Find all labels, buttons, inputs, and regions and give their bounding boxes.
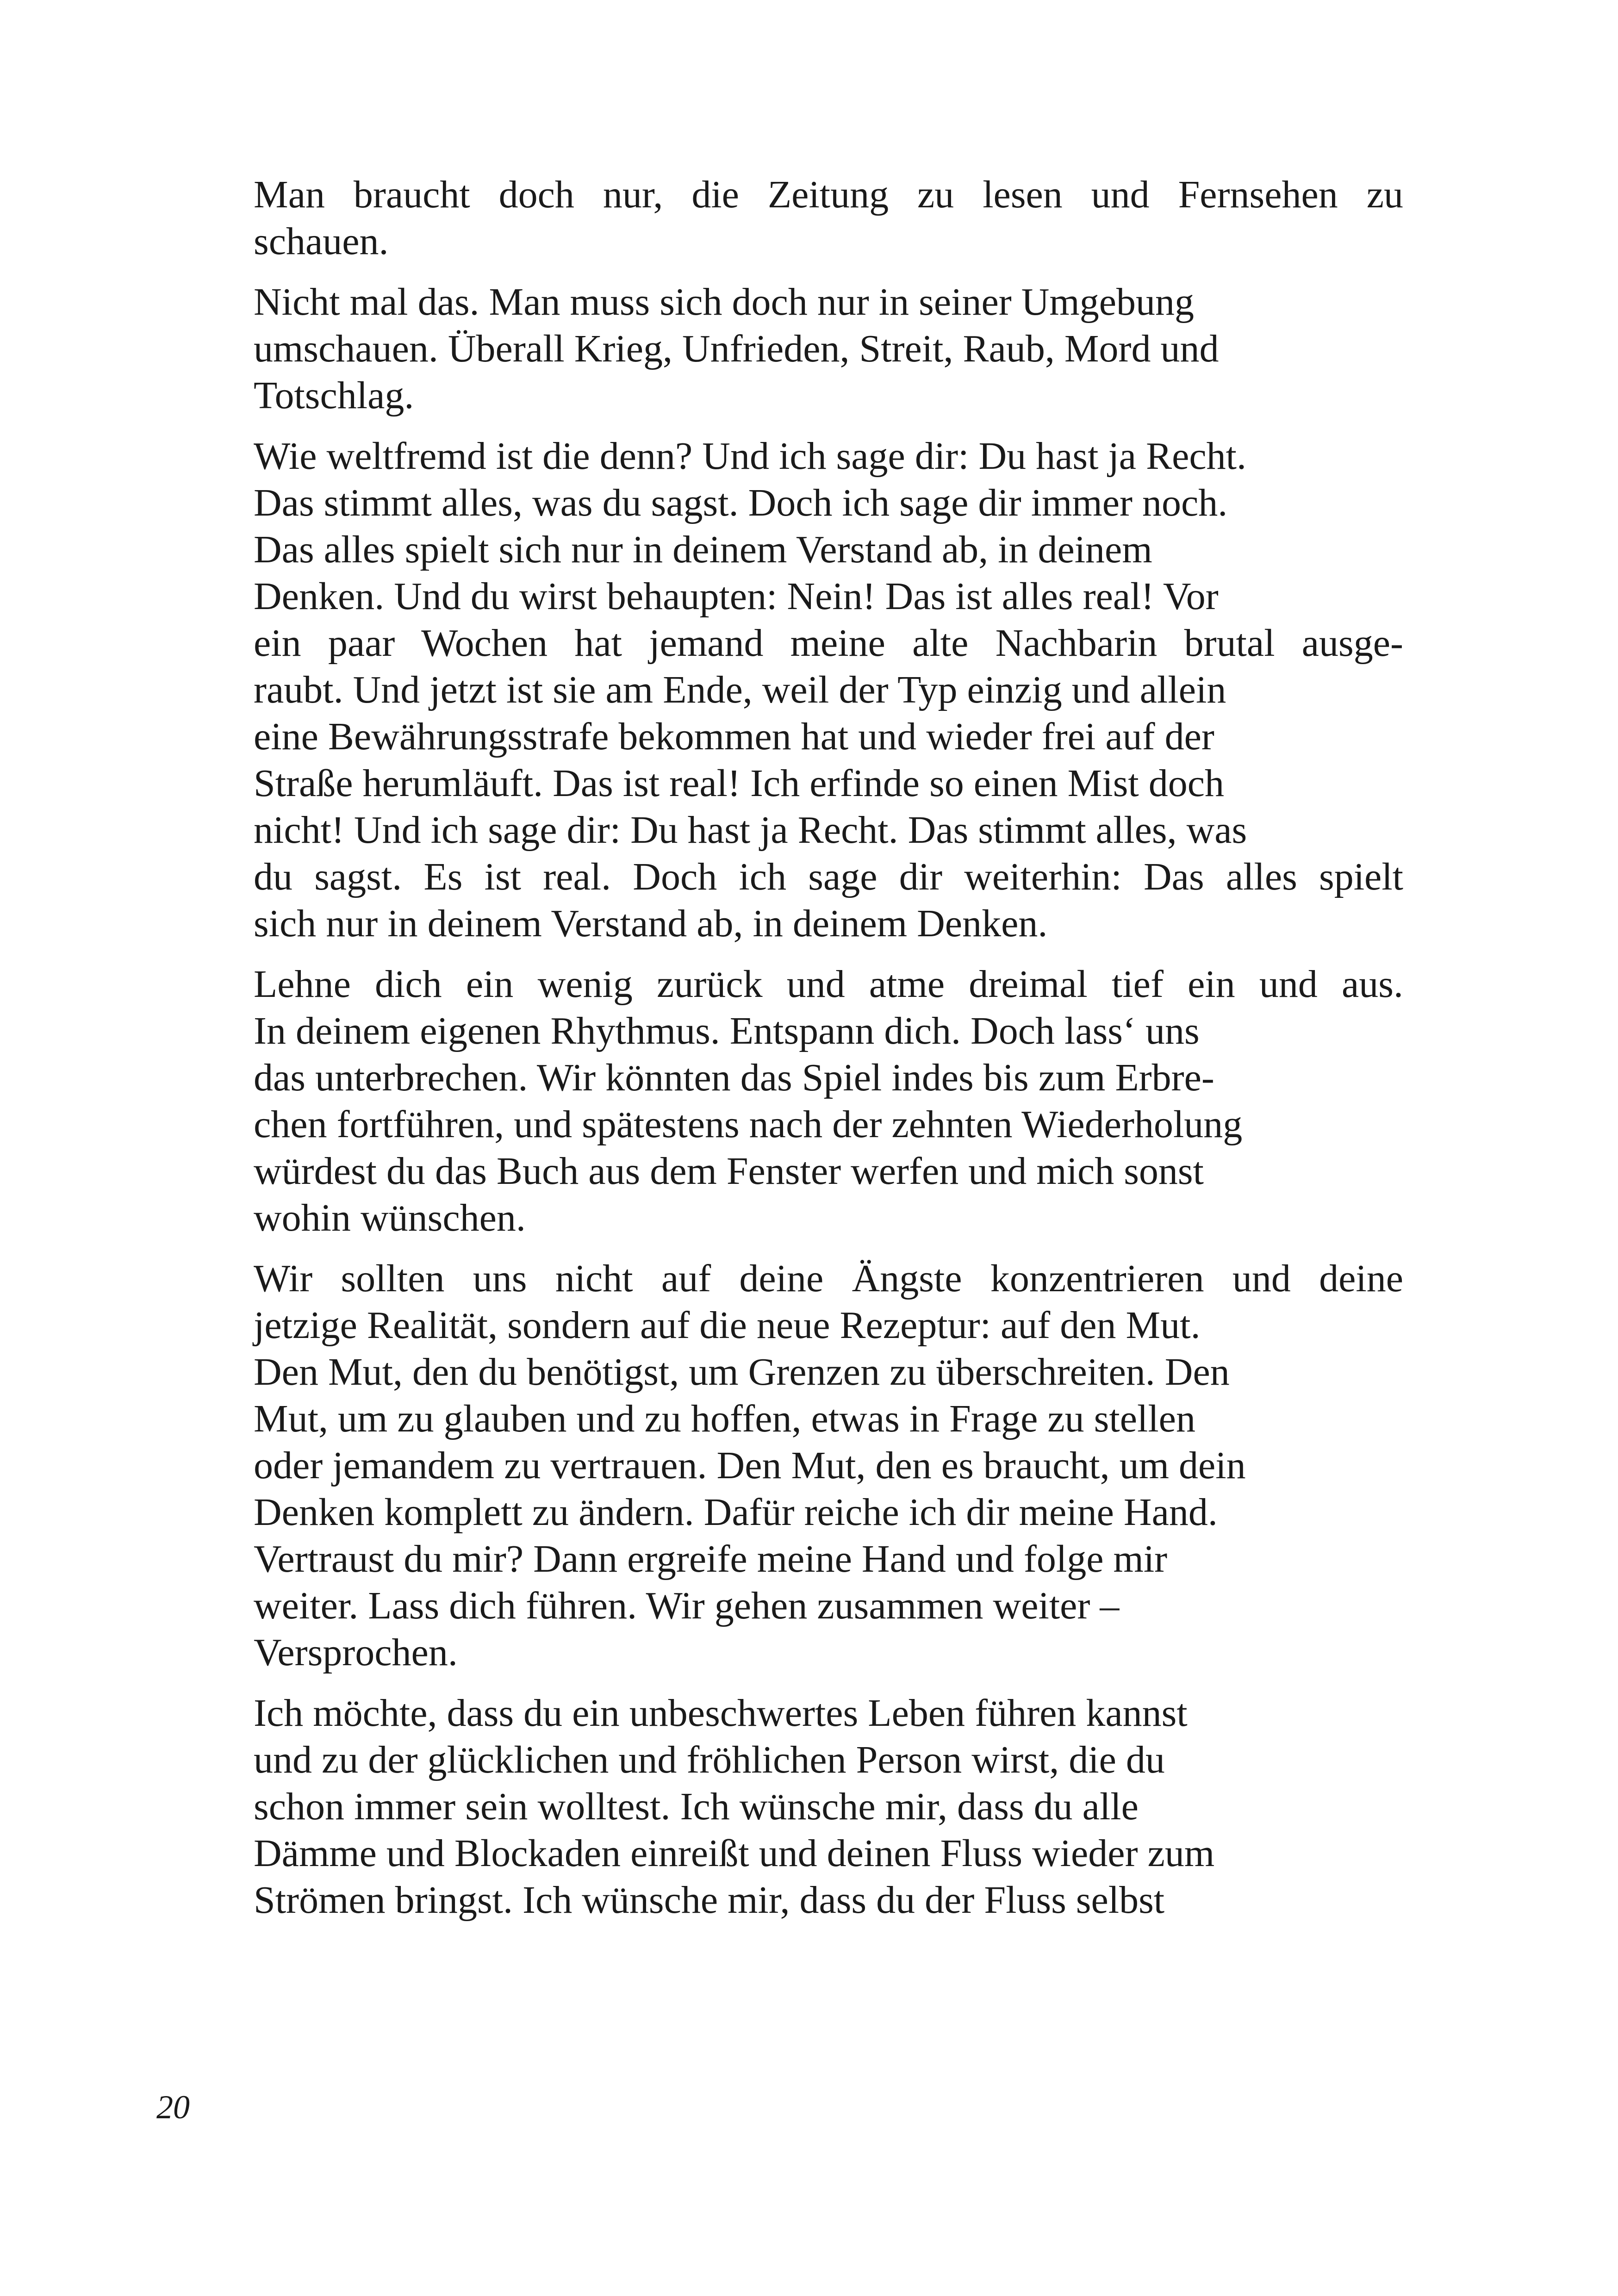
text-line: würdest du das Buch aus dem Fenster werfen und mich sonst: [254, 1150, 1204, 1193]
text-line: Wir sollten uns nicht auf deine Ängste konzentrieren und deine: [254, 1257, 1403, 1300]
text-line: Ich möchte, dass du ein unbeschwertes Leben führen kannst: [254, 1692, 1188, 1735]
text-line: Totschlag.: [254, 374, 414, 417]
paragraph-2: [254, 279, 1403, 419]
text-line: Den Mut, den du benötigst, um Grenzen zu überschreiten. Den: [254, 1350, 1230, 1394]
page-number: 20: [156, 2089, 190, 2126]
text-line: weiter. Lass dich führen. Wir gehen zusammen weiter –: [254, 1584, 1120, 1627]
text-line: raubt. Und jetzt ist sie am Ende, weil der Typ einzig und allein: [254, 668, 1226, 711]
text-line: Versprochen.: [254, 1631, 458, 1674]
text-line: sich nur in deinem Verstand ab, in deinem Denken.: [254, 902, 1048, 945]
text-line: wohin wünschen.: [254, 1196, 526, 1239]
text-line: du sagst. Es ist real. Doch ich sage dir weiterhin: Das alles spielt: [254, 855, 1403, 898]
text-line: Das stimmt alles, was du sagst. Doch ich sage dir immer noch.: [254, 481, 1228, 524]
text-line: Nicht mal das. Man muss sich doch nur in seiner Umgebung: [254, 280, 1194, 324]
text-line: und zu der glücklichen und fröhlichen Person wirst, die du: [254, 1738, 1165, 1781]
text-line: In deinem eigenen Rhythmus. Entspann dich. Doch lass‘ uns: [254, 1009, 1200, 1052]
text-line: ein paar Wochen hat jemand meine alte Nachbarin brutal ausge-: [254, 622, 1403, 665]
paragraph-5: [254, 1255, 1403, 1676]
paragraph-6: [254, 1690, 1403, 1923]
text-line: das unterbrechen. Wir könnten das Spiel indes bis zum Erbre-: [254, 1056, 1214, 1099]
paragraph-4: [254, 961, 1403, 1241]
text-line: nicht! Und ich sage dir: Du hast ja Recht. Das stimmt alles, was: [254, 809, 1247, 852]
paragraph-1: [254, 171, 1403, 265]
text-line: Strömen bringst. Ich wünsche mir, dass du der Fluss selbst: [254, 1879, 1165, 1922]
text-line: oder jemandem zu vertrauen. Den Mut, den es braucht, um dein: [254, 1444, 1246, 1487]
text-line: chen fortführen, und spätestens nach der zehnten Wiederholung: [254, 1103, 1243, 1146]
body-text: [254, 171, 1403, 1937]
text-line: jetzige Realität, sondern auf die neue Rezeptur: auf den Mut.: [254, 1304, 1201, 1347]
text-line: Mut, um zu glauben und zu hoffen, etwas in Frage zu stellen: [254, 1397, 1195, 1440]
text-line: Straße herumläuft. Das ist real! Ich erfinde so einen Mist doch: [254, 762, 1225, 805]
text-line: schauen.: [254, 220, 389, 263]
text-line: Denken. Und du wirst behaupten: Nein! Das ist alles real! Vor: [254, 575, 1219, 618]
text-line: Man braucht doch nur, die Zeitung zu lesen und Fernsehen zu: [254, 173, 1403, 216]
text-line: eine Bewährungsstrafe bekommen hat und wieder frei auf der: [254, 715, 1214, 758]
text-line: schon immer sein wolltest. Ich wünsche mir, dass du alle: [254, 1785, 1139, 1828]
paragraph-3: [254, 433, 1403, 947]
text-line: Das alles spielt sich nur in deinem Verstand ab, in deinem: [254, 528, 1152, 571]
text-line: umschauen. Überall Krieg, Unfrieden, Streit, Raub, Mord und: [254, 327, 1219, 370]
text-line: Dämme und Blockaden einreißt und deinen Fluss wieder zum: [254, 1832, 1215, 1875]
text-line: Denken komplett zu ändern. Dafür reiche ich dir meine Hand.: [254, 1491, 1218, 1534]
text-line: Vertraust du mir? Dann ergreife meine Hand und folge mir: [254, 1537, 1168, 1580]
text-line: Wie weltfremd ist die denn? Und ich sage dir: Du hast ja Recht.: [254, 435, 1246, 478]
text-line: Lehne dich ein wenig zurück und atme dreimal tief ein und aus.: [254, 963, 1403, 1006]
